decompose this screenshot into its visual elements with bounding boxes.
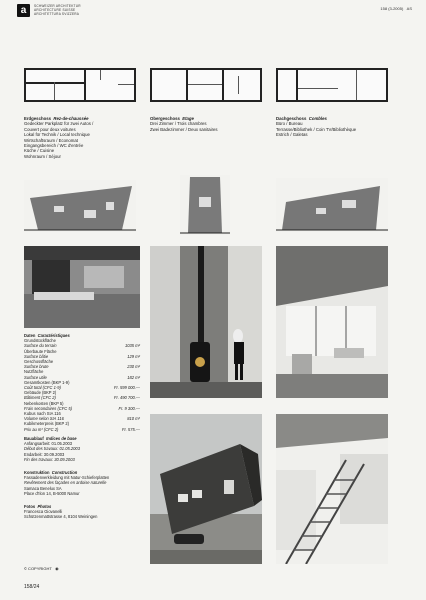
data-row: Surface bâtie 129 m²	[24, 353, 140, 359]
photo-credit-line: Francesca Giovanelli	[24, 509, 63, 515]
photos-section	[24, 504, 140, 520]
floor-heading: Dachgeschoss Combles	[276, 116, 327, 121]
data-row: Kubus nach SIA 116	[24, 411, 61, 417]
room-line: Büro / Bureau	[276, 121, 303, 127]
floor-heading: Erdgeschoss Rez-de-chaussée	[24, 116, 89, 121]
floor-heading: Obergeschoss Etage	[150, 116, 194, 121]
construction-line: Revêtement des façades en ardoise naturelle	[24, 480, 107, 486]
section-title: Bauablauf Indices de base	[24, 436, 77, 441]
data-row: Nebenkosten (BKP 5)	[24, 400, 64, 406]
photo-credit-line: Schützenmattstrasse 4, 8104 Weiningen	[24, 514, 98, 520]
data-row: Grundstückfläche	[24, 338, 56, 344]
schedule-section	[24, 436, 140, 462]
issue-code: AS	[406, 6, 412, 11]
construction-line: Samaca Benelux SA	[24, 485, 62, 491]
room-line: Lokal für Technik / Local technique	[24, 132, 90, 138]
data-row: Kubikmeterpreis (BKP 2)	[24, 421, 69, 427]
schedule-line: Fin des travaux: 30.09.2003	[24, 456, 75, 462]
data-row: Surface du terrain 1035 m²	[24, 343, 140, 349]
room-line: Estrich / Galetas	[276, 132, 308, 138]
data-row: Bâtiment (CFC 2) Fr. 490 700.—	[24, 395, 140, 401]
floor-list-ground	[24, 116, 146, 159]
data-row: Volume selon SIA 116 810 m³	[24, 416, 140, 422]
room-line: Couvert pour deux voitures	[24, 126, 76, 132]
elevation-drawing-3	[276, 178, 388, 232]
publisher-logo: a	[17, 4, 30, 17]
issue-label: 158 (3-2005)	[380, 6, 404, 11]
floor-plan-upper	[150, 68, 262, 102]
data-row: Surface utile 182 m²	[24, 374, 140, 380]
schedule-line: Début des travaux: 01.05.2003	[24, 446, 80, 452]
schedule-line: Anfangsarbeit: 01.05.2003	[24, 441, 73, 447]
section-title: Fotos Photos	[24, 504, 52, 509]
stove-interior-photo	[150, 246, 262, 398]
data-row: Prix au m³ (CFC 2) Fr. 575.—	[24, 426, 140, 432]
construction-line: Place d'Ilon 14, B-5000 Namur	[24, 490, 80, 496]
org-line-1: SCHWEIZER ARCHITEKTUR	[34, 4, 81, 8]
room-line: Zwei Badezimmer / Deux sanitaires	[150, 126, 218, 132]
data-row: Überbaute Fläche	[24, 348, 57, 354]
stair-interior-photo	[276, 414, 388, 564]
schedule-line: Endarbeit: 30.09.2003	[24, 451, 65, 457]
org-line-3: ARCHITETTURA SVIZZERA	[34, 12, 80, 16]
construction-line: Fassadenverkleidung mit Natur-Schieferplatten	[24, 475, 110, 481]
elevation-drawing-2	[180, 175, 230, 235]
data-row: Coût total (CFC 1-9) Fr. 599 000.—	[24, 385, 140, 391]
room-line: Terrasse/Bibliothek / Coin TV/Bibliothèque	[276, 126, 357, 132]
construction-section	[24, 470, 140, 496]
data-row: Frais secondaires (CFC 5) Fr. 9 300.—	[24, 405, 140, 411]
floor-plan-ground	[24, 68, 136, 102]
issue-number	[380, 6, 412, 11]
room-line: Gedeckter Parkplatz für zwei Autos /	[24, 121, 94, 127]
house-exterior-photo	[150, 414, 262, 564]
living-room-photo	[276, 246, 388, 398]
data-row: Surface brute 230 m²	[24, 364, 140, 370]
floor-plan-roof	[276, 68, 388, 102]
page-number: 158/24	[24, 584, 40, 590]
page-header	[17, 4, 412, 18]
copyright-icon: ◉	[52, 566, 59, 571]
room-line: Küche / Cuisine	[24, 148, 55, 154]
section-title: Daten Caractéristiques	[24, 333, 70, 338]
floor-list-roof	[276, 116, 398, 138]
copyright-notice	[24, 566, 59, 571]
elevation-drawing-1	[24, 180, 136, 232]
data-row: Gesamtkosten (BKP 1-9)	[24, 379, 70, 385]
kitchen-photo	[24, 246, 140, 328]
data-row: Geschossfläche	[24, 359, 54, 365]
floor-list-upper	[150, 116, 272, 132]
org-line-2: ARCHITECTURE SUISSE	[34, 8, 76, 12]
data-section	[24, 333, 140, 432]
data-row: Nutzfläche	[24, 369, 44, 375]
copyright-text: © COPYRIGHT	[24, 566, 52, 571]
data-row: Gebäude (BKP 2)	[24, 390, 57, 396]
room-line: Drei Zimmer / Trois chambres	[150, 121, 207, 127]
room-line: Wohnraum / Séjour	[24, 153, 61, 159]
section-title: Konstruktion Construction	[24, 470, 78, 475]
room-line: Eingangsbereich / WC d'entrée	[24, 143, 84, 149]
room-line: Wirtschaftsraum / Economat	[24, 137, 78, 143]
